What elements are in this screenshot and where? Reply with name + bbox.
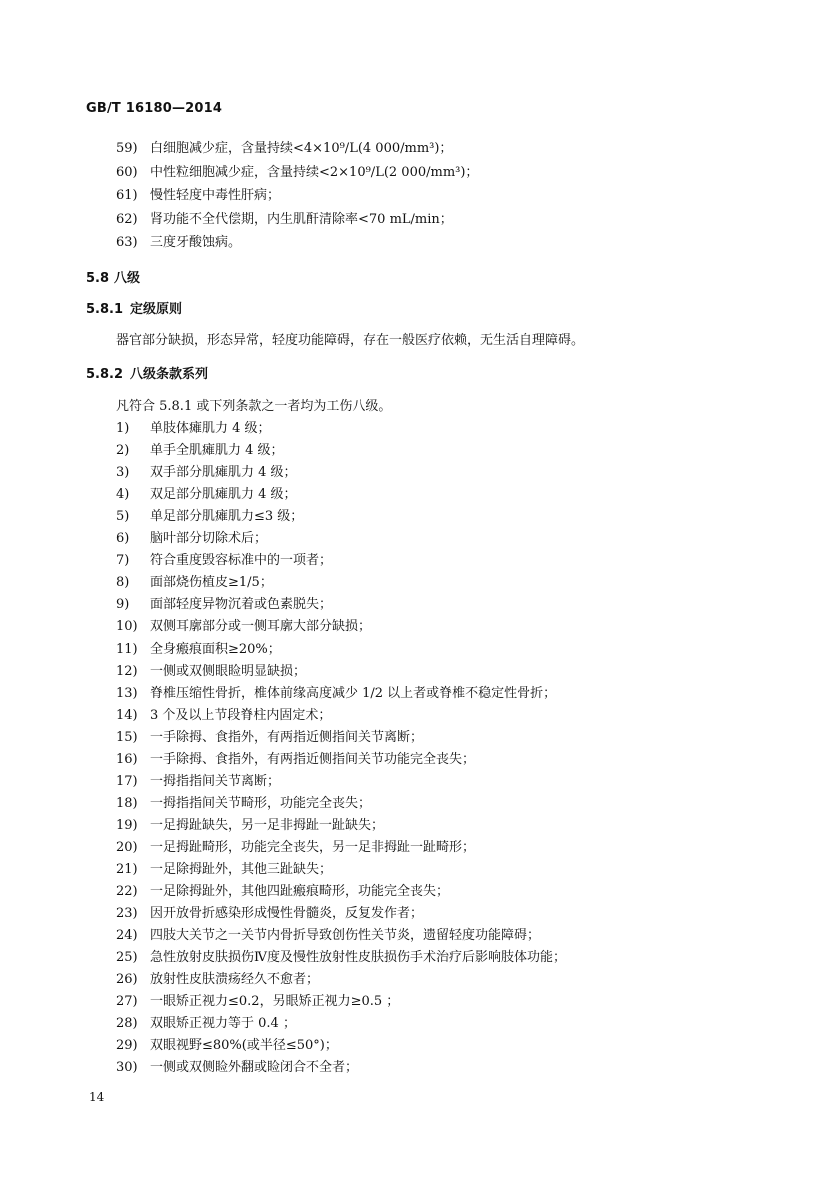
item-number: 63) [116, 235, 138, 250]
item-text: 单肢体瘫肌力 4 级； [150, 421, 271, 436]
standard-code: GB/T 16180—2014 [86, 101, 223, 116]
item-number: 15) [116, 729, 138, 745]
item-text: 双眼视野≤80%(或半径≤50°)； [150, 1038, 338, 1054]
item-text: 放射性皮肤溃疡经久不愈者； [150, 972, 320, 988]
item-text: 一足拇趾缺失，另一足非拇趾一趾缺失； [150, 817, 385, 833]
item-number: 9) [116, 597, 130, 613]
item-number: 8) [116, 575, 130, 591]
item-number: 26) [116, 972, 138, 988]
item-number: 3) [116, 465, 130, 481]
item-text: 一足拇趾畸形，功能完全丧失，另一足非拇趾一趾畸形； [150, 839, 476, 855]
item-number: 18) [116, 795, 138, 811]
item-number: 21) [116, 862, 138, 877]
item-text: 一侧或双侧眼睑明显缺损； [150, 663, 307, 679]
item-number: 11) [116, 641, 138, 657]
item-number: 5) [116, 509, 130, 525]
item-text: 单足部分肌瘫肌力≤3 级； [150, 509, 304, 525]
item-number: 23) [116, 906, 138, 922]
item-text: 一拇指指间关节离断； [150, 773, 281, 789]
item-number: 14) [116, 707, 138, 723]
item-text: 双手部分肌瘫肌力 4 级； [150, 465, 297, 481]
item-text: 肾功能不全代偿期，内生肌酐清除率<70 mL/min； [150, 211, 453, 227]
grading-principle-text: 器官部分缺损，形态异常，轻度功能障碍，存在一般医疗依赖，无生活自理障碍。 [116, 333, 585, 348]
item-text: 一足除拇趾外，其他四趾瘢痕畸形，功能完全丧失； [150, 884, 450, 900]
item-text: 一拇指指间关节畸形，功能完全丧失； [150, 795, 372, 811]
item-text: 双足部分肌瘫肌力 4 级； [150, 487, 297, 503]
item-text: 面部烧伤植皮≥1/5； [150, 575, 273, 591]
item-text: 一手除拇、食指外，有两指近侧指间关节离断； [150, 729, 424, 745]
item-text: 一侧或双侧睑外翻或睑闭合不全者； [150, 1060, 359, 1076]
item-text: 慢性轻度中毒性肝病； [150, 188, 281, 203]
section-number: 5.8 [86, 271, 110, 286]
item-number: 60) [116, 164, 138, 180]
item-number: 62) [116, 211, 138, 227]
item-text: 双侧耳廓部分或一侧耳廓大部分缺损； [150, 619, 372, 635]
item-number: 1) [116, 421, 130, 436]
item-number: 24) [116, 928, 138, 944]
item-text: 面部轻度异物沉着或色素脱失； [150, 597, 333, 613]
item-text: 全身瘢痕面积≥20%； [150, 641, 281, 657]
item-text: 因开放骨折感染形成慢性骨髓炎，反复发作者； [150, 906, 424, 922]
item-number: 2) [116, 443, 130, 459]
item-number: 27) [116, 994, 138, 1010]
item-text: 一足除拇趾外，其他三趾缺失； [150, 862, 333, 877]
subsection-title: 定级原则 [130, 302, 183, 317]
subsection-number: 5.8.1 [86, 302, 124, 317]
subsection-heading-clauses [86, 367, 208, 383]
item-text: 脊椎压缩性骨折，椎体前缘高度减少 1/2 以上者或脊椎不稳定性骨折； [150, 685, 557, 701]
item-number: 19) [116, 817, 138, 833]
item-number: 7) [116, 553, 130, 569]
item-number: 30) [116, 1060, 138, 1076]
item-text: 四肢大关节之一关节内骨折导致创伤性关节炎，遗留轻度功能障碍； [150, 928, 541, 944]
item-number: 12) [116, 663, 138, 679]
item-number: 17) [116, 773, 138, 789]
subsection-number: 5.8.2 [86, 367, 124, 382]
clause-intro-text: 凡符合 5.8.1 或下列条款之一者均为工伤八级。 [116, 399, 392, 414]
item-number: 10) [116, 619, 138, 635]
item-number: 29) [116, 1038, 138, 1054]
item-number: 4) [116, 487, 130, 503]
item-text: 符合重度毁容标准中的一项者； [150, 553, 333, 569]
item-text: 双眼矫正视力等于 0.4 ； [150, 1016, 296, 1032]
page-number: 14 [89, 1090, 105, 1104]
item-text: 单手全肌瘫肌力 4 级； [150, 443, 284, 459]
subsection-heading-principle [86, 302, 182, 318]
item-number: 25) [116, 950, 138, 966]
section-heading [86, 271, 140, 287]
item-text: 3 个及以上节段脊柱内固定术； [150, 707, 332, 723]
item-text: 脑叶部分切除术后； [150, 531, 268, 547]
item-number: 22) [116, 884, 138, 900]
item-text: 白细胞减少症，含量持续<4×10⁹/L(4 000/mm³)； [150, 141, 453, 156]
item-text: 一眼矫正视力≤0.2，另眼矫正视力≥0.5 ； [150, 994, 400, 1010]
item-number: 61) [116, 188, 138, 203]
item-text: 中性粒细胞减少症，含量持续<2×10⁹/L(2 000/mm³)； [150, 164, 479, 180]
item-text: 三度牙酸蚀病。 [150, 235, 242, 250]
subsection-title: 八级条款系列 [130, 367, 209, 382]
section-title: 八级 [114, 271, 141, 286]
item-text: 一手除拇、食指外，有两指近侧指间关节功能完全丧失； [150, 751, 476, 767]
item-number: 6) [116, 531, 130, 547]
item-number: 16) [116, 751, 138, 767]
item-number: 59) [116, 141, 138, 156]
item-number: 13) [116, 685, 138, 701]
item-text: 急性放射皮肤损伤Ⅳ度及慢性放射性皮肤损伤手术治疗后影响肢体功能； [150, 950, 566, 966]
item-number: 28) [116, 1016, 138, 1032]
item-number: 20) [116, 839, 138, 855]
